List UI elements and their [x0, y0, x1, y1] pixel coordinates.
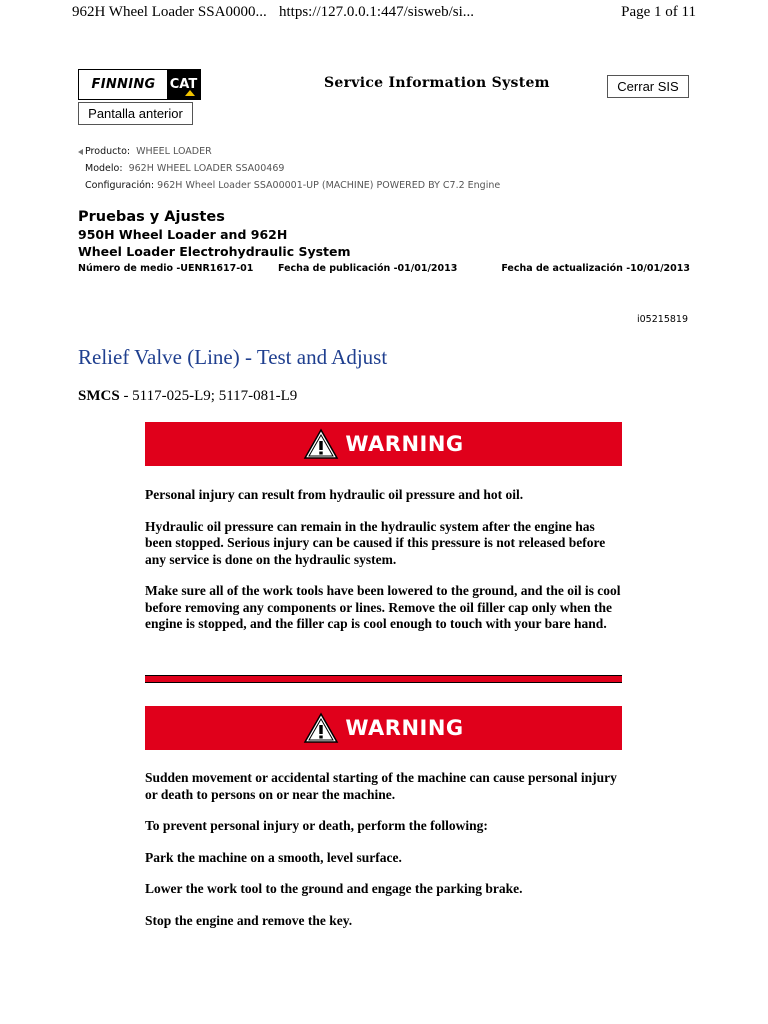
warning-2-paragraph-4: Lower the work tool to the ground and engage the parking brake.	[145, 881, 523, 896]
smcs-label: SMCS	[78, 388, 120, 404]
warning-banner-1	[145, 422, 622, 466]
warning-2-paragraph-3: Park the machine on a smooth, level surface.	[145, 849, 402, 865]
meta-model-label: Modelo:	[85, 163, 123, 174]
meta-model-row	[78, 160, 500, 177]
publication-date: Fecha de publicación -01/01/2013	[278, 263, 458, 274]
warning-1-paragraph-3: Make sure all of the work tools have been lowered to the ground, and the oil is cool before removing any components or lines. Remove the oil filler cap only when the engine is stopped, and the filler cap is cool enough to touch with your bare hand.	[145, 583, 621, 631]
warning-triangle-icon	[303, 428, 339, 460]
media-number: Número de medio -UENR1617-01	[78, 263, 254, 274]
meta-product-label: Producto:	[85, 146, 131, 157]
document-heading: Pruebas y Ajustes	[78, 209, 225, 225]
warning-2-paragraph-1: Sudden movement or accidental starting of the machine can cause personal injury or death to persons on or near the machine.	[145, 770, 617, 802]
warning-end-divider	[145, 675, 622, 683]
finning-cat-logo	[78, 69, 201, 100]
meta-model-value: 962H WHEEL LOADER SSA00469	[128, 163, 285, 174]
warning-label-1: WARNING	[345, 432, 464, 456]
warning-2-paragraph-5: Stop the engine and remove the key.	[145, 912, 353, 928]
document-subheading-1: 950H Wheel Loader and 962H	[78, 227, 288, 242]
cat-triangle-icon	[185, 90, 195, 96]
document-header	[78, 208, 351, 260]
meta-config-label: Configuración:	[85, 180, 155, 191]
meta-config-value: 962H Wheel Loader SSA00001-UP (MACHINE) POWERED BY C7.2 Engine	[157, 180, 501, 191]
publication-info	[78, 263, 690, 277]
update-date: Fecha de actualización -10/01/2013	[501, 263, 690, 274]
warning-2-text	[145, 770, 625, 929]
smcs-value: - 5117-025-L9; 5117-081-L9	[119, 388, 298, 404]
meta-config-row	[78, 177, 500, 194]
warning-1-text	[145, 487, 625, 633]
back-arrow-icon[interactable]	[78, 149, 83, 155]
smcs-codes	[78, 388, 297, 405]
document-id: i05215819	[637, 314, 688, 325]
meta-product-value: WHEEL LOADER	[136, 146, 212, 157]
warning-1-paragraph-1: Personal injury can result from hydraulic oil pressure and hot oil.	[145, 487, 524, 502]
print-page-number: Page 1 of 11	[621, 4, 696, 20]
close-sis-button[interactable]: Cerrar SIS	[607, 75, 689, 98]
warning-2-paragraph-2: To prevent personal injury or death, perform the following:	[145, 818, 488, 833]
warning-banner-2	[145, 706, 622, 750]
finning-wordmark: FINNING	[91, 77, 156, 92]
cat-logo	[167, 70, 200, 99]
print-doc-title: 962H Wheel Loader SSA0000...	[72, 4, 267, 20]
cat-wordmark: CAT	[169, 77, 198, 92]
product-metadata	[78, 143, 500, 194]
page-title: Relief Valve (Line) - Test and Adjust	[78, 345, 388, 369]
warning-1-paragraph-2: Hydraulic oil pressure can remain in the hydraulic system after the engine has been stopped. Serious injury can be caused if this pressure is not released before any service is done on the hydraulic system.	[145, 518, 606, 567]
document-subheading-2: Wheel Loader Electrohydraulic System	[78, 244, 351, 259]
print-url: https://127.0.0.1:447/sisweb/si...	[279, 4, 475, 20]
meta-product-row	[78, 143, 500, 160]
warning-triangle-icon	[303, 712, 339, 744]
warning-label-2: WARNING	[345, 716, 464, 740]
sis-title: Service Information System	[324, 75, 550, 91]
previous-screen-button[interactable]: Pantalla anterior	[78, 102, 193, 125]
print-header	[72, 4, 696, 24]
